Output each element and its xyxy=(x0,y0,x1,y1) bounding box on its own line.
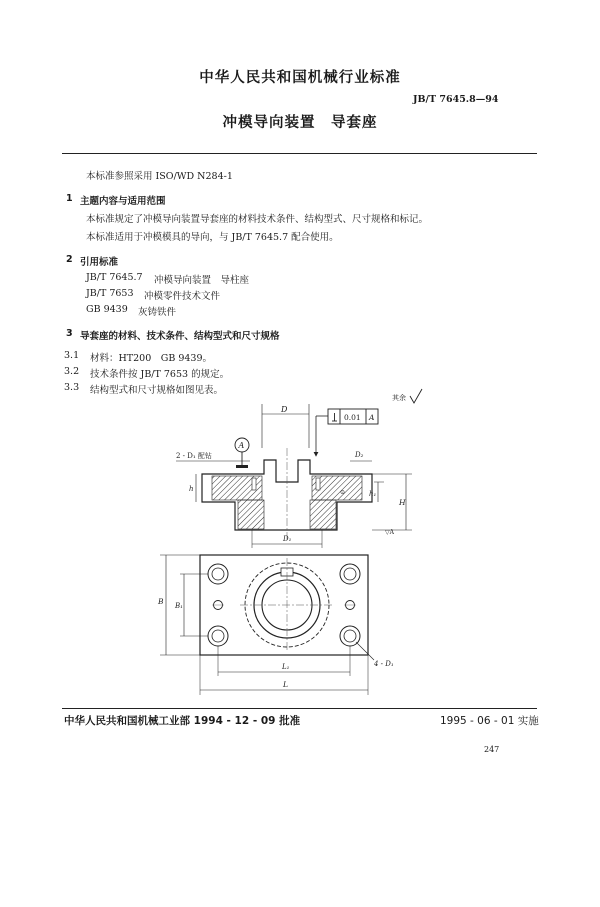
svg-text:B: B xyxy=(158,597,164,606)
section-1-paragraph-1: 本标准规定了冲模导向装置导套座的材料技术条件、结构型式、尺寸规格和标记。 xyxy=(86,214,429,225)
document-title: 冲模导向装置 导套座 xyxy=(222,115,378,131)
dimension-B1 xyxy=(174,574,208,636)
reference-code: JB/T 7653 xyxy=(86,288,134,299)
pin-hole-label: 2 - D₁ 配钻 xyxy=(176,452,212,460)
section-1-number: 1 xyxy=(66,193,73,204)
clause-text: 结构型式和尺寸规格如图见表。 xyxy=(90,385,224,396)
section-view xyxy=(202,448,372,540)
section-2-title: 引用标准 xyxy=(80,257,119,268)
dimension-D xyxy=(262,404,309,448)
reference-code: GB 9439 xyxy=(86,304,128,315)
section-2-number: 2 xyxy=(66,254,73,265)
tolerance-value: 0.01 xyxy=(344,413,361,422)
svg-text:⊙: ⊙ xyxy=(340,489,346,496)
svg-text:h₁: h₁ xyxy=(369,490,377,498)
tolerance-frame xyxy=(316,409,378,456)
roughness-symbol-icon xyxy=(410,389,422,403)
approval-line: 中华人民共和国机械工业部 1994 - 12 - 09 批准 xyxy=(64,715,301,727)
standard-number: JB/T 7645.8—94 xyxy=(413,94,499,105)
org-title: 中华人民共和国机械行业标准 xyxy=(199,70,401,86)
svg-text:D₂: D₂ xyxy=(355,451,364,459)
svg-text:H: H xyxy=(399,498,406,507)
reference-code: JB/T 7645.7 xyxy=(86,272,143,283)
clause-number: 3.2 xyxy=(64,366,80,377)
page-number: 247 xyxy=(484,745,500,754)
svg-text:L: L xyxy=(283,680,288,689)
svg-text:▽A: ▽A xyxy=(385,529,394,536)
reference-name: 冲模导向装置 导柱座 xyxy=(154,275,250,286)
svg-text:D: D xyxy=(281,405,288,414)
intro-note: 本标准参照采用 ISO/WD N284-1 xyxy=(86,171,233,182)
clause-text: 技术条件按 JB/T 7653 的规定。 xyxy=(90,369,230,380)
reference-name: 灰铸铁件 xyxy=(138,307,177,318)
svg-text:B₁: B₁ xyxy=(175,602,183,610)
clause-number: 3.1 xyxy=(64,350,80,361)
section-3-title: 导套座的材料、技术条件、结构型式和尺寸规格 xyxy=(80,331,280,342)
svg-text:D₁: D₁ xyxy=(283,535,292,543)
svg-text:4 - D₁: 4 - D₁ xyxy=(374,660,394,668)
plan-view xyxy=(200,555,368,655)
clause-text: 材料：HT200 GB 9439。 xyxy=(90,353,213,364)
section-1-title: 主题内容与适用范围 xyxy=(80,196,166,207)
svg-text:h: h xyxy=(189,485,194,493)
dimension-L1 xyxy=(218,646,350,676)
dimension-L xyxy=(200,655,368,695)
clause-number: 3.3 xyxy=(64,382,80,393)
reference-name: 冲模零件技术文件 xyxy=(144,291,221,302)
remaining-surface-label: 其余 xyxy=(392,394,406,402)
tolerance-datum: A xyxy=(369,413,375,422)
implementation-date: 1995 - 06 - 01 实施 xyxy=(440,715,539,727)
section-1-paragraph-2: 本标准适用于冲模模具的导向，与 JB/T 7645.7 配合使用。 xyxy=(86,232,339,243)
svg-text:L₁: L₁ xyxy=(282,663,290,671)
svg-text:A: A xyxy=(238,441,245,450)
datum-A-symbol xyxy=(235,438,249,468)
section-3-number: 3 xyxy=(66,328,73,339)
footer-rule xyxy=(62,708,537,709)
